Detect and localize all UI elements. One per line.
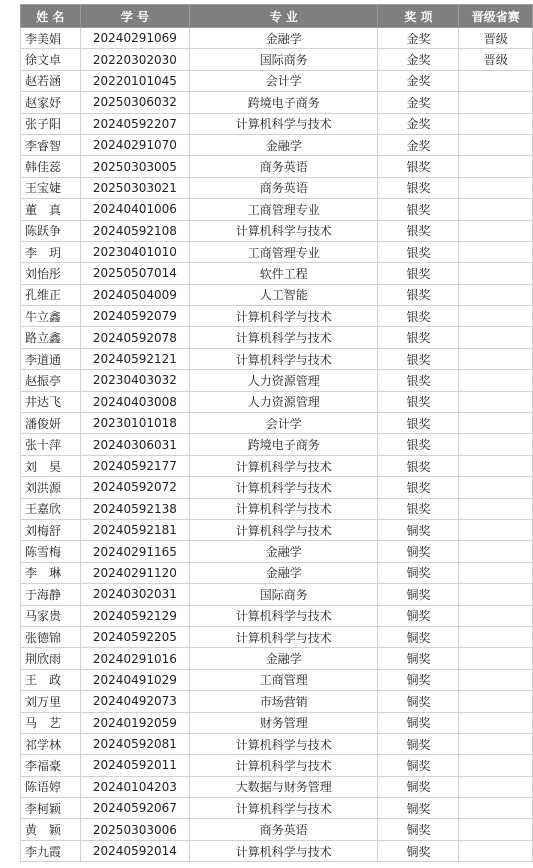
- cell-major: 商务英语: [190, 819, 378, 840]
- cell-provincial: [459, 306, 533, 327]
- cell-provincial: [459, 562, 533, 583]
- cell-student-id: 20240192059: [80, 712, 190, 733]
- table-row: [21, 541, 533, 562]
- cell-award: 金奖: [378, 113, 459, 134]
- cell-major: 金融学: [190, 541, 378, 562]
- cell-student-id: 20240403008: [80, 391, 190, 412]
- cell-name: 潘俊妍: [21, 413, 81, 434]
- cell-award: 铜奖: [378, 562, 459, 583]
- cell-provincial: [459, 391, 533, 412]
- table-row: [21, 92, 533, 113]
- cell-student-id: 20240592207: [80, 113, 190, 134]
- table-row: [21, 712, 533, 733]
- cell-award: 银奖: [378, 241, 459, 262]
- cell-major: 人力资源管理: [190, 370, 378, 391]
- cell-student-id: 20240592079: [80, 306, 190, 327]
- cell-name: 孔维正: [21, 284, 81, 305]
- cell-provincial: [459, 712, 533, 733]
- table-row: [21, 519, 533, 540]
- header-name: 姓 名: [21, 5, 81, 28]
- cell-student-id: 20250303006: [80, 819, 190, 840]
- cell-award: 银奖: [378, 327, 459, 348]
- table-row: [21, 755, 533, 776]
- cell-award: 金奖: [378, 28, 459, 49]
- table-row: [21, 134, 533, 155]
- cell-major: 计算机科学与技术: [190, 798, 378, 819]
- cell-major: 软件工程: [190, 263, 378, 284]
- cell-student-id: 20240104203: [80, 776, 190, 797]
- cell-award: 银奖: [378, 477, 459, 498]
- cell-name: 董 真: [21, 199, 81, 220]
- cell-major: 计算机科学与技术: [190, 477, 378, 498]
- header-provincial: 晋级省赛: [459, 5, 533, 28]
- cell-student-id: 20240592121: [80, 348, 190, 369]
- cell-name: 李福豪: [21, 755, 81, 776]
- cell-student-id: 20240592138: [80, 498, 190, 519]
- cell-award: 金奖: [378, 70, 459, 91]
- table-row: [21, 477, 533, 498]
- cell-award: 铜奖: [378, 733, 459, 754]
- cell-provincial: [459, 776, 533, 797]
- table-row: [21, 370, 533, 391]
- cell-provincial: [459, 477, 533, 498]
- cell-name: 牛立鑫: [21, 306, 81, 327]
- cell-award: 银奖: [378, 455, 459, 476]
- cell-student-id: 20240592108: [80, 220, 190, 241]
- cell-student-id: 20240291069: [80, 28, 190, 49]
- cell-provincial: [459, 241, 533, 262]
- table-row: [21, 156, 533, 177]
- cell-award: 银奖: [378, 199, 459, 220]
- table-row: [21, 49, 533, 70]
- cell-major: 计算机科学与技术: [190, 626, 378, 647]
- cell-student-id: 20220302030: [80, 49, 190, 70]
- cell-provincial: [459, 669, 533, 690]
- cell-provincial: [459, 584, 533, 605]
- cell-name: 刘梅舒: [21, 519, 81, 540]
- cell-student-id: 20250303005: [80, 156, 190, 177]
- cell-award: 铜奖: [378, 755, 459, 776]
- cell-major: 计算机科学与技术: [190, 327, 378, 348]
- table-row: [21, 391, 533, 412]
- table-row: [21, 220, 533, 241]
- cell-name: 韩佳蕊: [21, 156, 81, 177]
- table-row: [21, 263, 533, 284]
- cell-provincial: 晋级: [459, 49, 533, 70]
- cell-award: 铜奖: [378, 712, 459, 733]
- table-row: [21, 584, 533, 605]
- cell-name: 路立鑫: [21, 327, 81, 348]
- cell-student-id: 20240592011: [80, 755, 190, 776]
- cell-major: 计算机科学与技术: [190, 306, 378, 327]
- cell-provincial: [459, 134, 533, 155]
- cell-award: 银奖: [378, 391, 459, 412]
- cell-major: 国际商务: [190, 49, 378, 70]
- cell-award: 银奖: [378, 498, 459, 519]
- cell-provincial: [459, 327, 533, 348]
- cell-award: 铜奖: [378, 626, 459, 647]
- cell-award: 铜奖: [378, 648, 459, 669]
- table-row: [21, 306, 533, 327]
- cell-student-id: 20240504009: [80, 284, 190, 305]
- cell-award: 铜奖: [378, 819, 459, 840]
- table-body: [21, 28, 533, 862]
- cell-major: 计算机科学与技术: [190, 519, 378, 540]
- cell-provincial: [459, 156, 533, 177]
- cell-major: 计算机科学与技术: [190, 755, 378, 776]
- cell-name: 陈跃争: [21, 220, 81, 241]
- header-award: 奖 项: [378, 5, 459, 28]
- cell-provincial: [459, 605, 533, 626]
- cell-student-id: 20240592205: [80, 626, 190, 647]
- cell-major: 金融学: [190, 562, 378, 583]
- cell-award: 铜奖: [378, 584, 459, 605]
- table-row: [21, 776, 533, 797]
- cell-provincial: [459, 113, 533, 134]
- cell-name: 祁学林: [21, 733, 81, 754]
- table-header: [21, 5, 533, 28]
- cell-name: 王宝婕: [21, 177, 81, 198]
- cell-name: 刘洪源: [21, 477, 81, 498]
- cell-student-id: 20240291070: [80, 134, 190, 155]
- cell-major: 计算机科学与技术: [190, 455, 378, 476]
- cell-award: 银奖: [378, 263, 459, 284]
- cell-student-id: 20240291120: [80, 562, 190, 583]
- cell-provincial: [459, 177, 533, 198]
- cell-provincial: [459, 819, 533, 840]
- cell-award: 铜奖: [378, 776, 459, 797]
- cell-name: 王 政: [21, 669, 81, 690]
- table-row: [21, 113, 533, 134]
- cell-name: 徐文卓: [21, 49, 81, 70]
- cell-provincial: [459, 455, 533, 476]
- cell-provincial: [459, 541, 533, 562]
- cell-provincial: [459, 519, 533, 540]
- cell-major: 人工智能: [190, 284, 378, 305]
- cell-student-id: 20240401006: [80, 199, 190, 220]
- cell-award: 铜奖: [378, 691, 459, 712]
- cell-student-id: 20240592067: [80, 798, 190, 819]
- cell-provincial: [459, 691, 533, 712]
- award-table: [20, 4, 533, 862]
- cell-student-id: 20240306031: [80, 434, 190, 455]
- table-row: [21, 434, 533, 455]
- cell-name: 赵家妤: [21, 92, 81, 113]
- table-row: [21, 733, 533, 754]
- cell-name: 陈语婷: [21, 776, 81, 797]
- table-row: [21, 669, 533, 690]
- cell-student-id: 20220101045: [80, 70, 190, 91]
- cell-major: 金融学: [190, 28, 378, 49]
- table-row: [21, 348, 533, 369]
- cell-provincial: [459, 755, 533, 776]
- cell-award: 铜奖: [378, 605, 459, 626]
- cell-provincial: [459, 733, 533, 754]
- cell-award: 金奖: [378, 92, 459, 113]
- cell-major: 金融学: [190, 134, 378, 155]
- cell-student-id: 20240491029: [80, 669, 190, 690]
- cell-name: 刘万里: [21, 691, 81, 712]
- cell-name: 王嘉欣: [21, 498, 81, 519]
- cell-student-id: 20230403032: [80, 370, 190, 391]
- cell-award: 银奖: [378, 177, 459, 198]
- cell-major: 跨境电子商务: [190, 434, 378, 455]
- cell-award: 金奖: [378, 49, 459, 70]
- cell-student-id: 20240492073: [80, 691, 190, 712]
- header-student-id: 学 号: [80, 5, 190, 28]
- cell-major: 会计学: [190, 413, 378, 434]
- cell-provincial: [459, 498, 533, 519]
- table-row: [21, 691, 533, 712]
- cell-name: 赵若涵: [21, 70, 81, 91]
- cell-student-id: 20240592072: [80, 477, 190, 498]
- table-row: [21, 455, 533, 476]
- cell-provincial: [459, 348, 533, 369]
- cell-major: 计算机科学与技术: [190, 733, 378, 754]
- cell-provincial: [459, 263, 533, 284]
- cell-award: 银奖: [378, 370, 459, 391]
- cell-name: 陈雪梅: [21, 541, 81, 562]
- cell-major: 会计学: [190, 70, 378, 91]
- cell-name: 李美娟: [21, 28, 81, 49]
- cell-name: 马家贵: [21, 605, 81, 626]
- table-row: [21, 626, 533, 647]
- cell-award: 银奖: [378, 156, 459, 177]
- cell-major: 工商管理: [190, 669, 378, 690]
- cell-name: 李 玥: [21, 241, 81, 262]
- cell-major: 商务英语: [190, 156, 378, 177]
- table-row: [21, 284, 533, 305]
- cell-award: 铜奖: [378, 519, 459, 540]
- cell-award: 银奖: [378, 220, 459, 241]
- table-row: [21, 819, 533, 840]
- cell-major: 市场营销: [190, 691, 378, 712]
- cell-award: 铜奖: [378, 669, 459, 690]
- cell-provincial: [459, 70, 533, 91]
- table-row: [21, 327, 533, 348]
- cell-student-id: 20240302031: [80, 584, 190, 605]
- cell-award: 金奖: [378, 134, 459, 155]
- cell-major: 人力资源管理: [190, 391, 378, 412]
- cell-name: 马 艺: [21, 712, 81, 733]
- header-major: 专 业: [190, 5, 378, 28]
- cell-name: 黄 颖: [21, 819, 81, 840]
- cell-name: 张十萍: [21, 434, 81, 455]
- cell-major: 财务管理: [190, 712, 378, 733]
- cell-award: 铜奖: [378, 541, 459, 562]
- cell-name: 李柯颖: [21, 798, 81, 819]
- cell-major: 计算机科学与技术: [190, 498, 378, 519]
- cell-major: 金融学: [190, 648, 378, 669]
- cell-major: 计算机科学与技术: [190, 840, 378, 861]
- cell-student-id: 20240592181: [80, 519, 190, 540]
- cell-major: 工商管理专业: [190, 199, 378, 220]
- cell-name: 张德锦: [21, 626, 81, 647]
- cell-student-id: 20250507014: [80, 263, 190, 284]
- cell-student-id: 20240592014: [80, 840, 190, 861]
- cell-student-id: 20240592078: [80, 327, 190, 348]
- cell-name: 刘怡彤: [21, 263, 81, 284]
- cell-provincial: 晋级: [459, 28, 533, 49]
- table-row: [21, 177, 533, 198]
- cell-student-id: 20240592177: [80, 455, 190, 476]
- cell-provincial: [459, 413, 533, 434]
- cell-name: 李睿智: [21, 134, 81, 155]
- cell-award: 银奖: [378, 434, 459, 455]
- table-row: [21, 605, 533, 626]
- cell-name: 井达飞: [21, 391, 81, 412]
- cell-name: 张子阳: [21, 113, 81, 134]
- cell-student-id: 20240592081: [80, 733, 190, 754]
- cell-major: 计算机科学与技术: [190, 348, 378, 369]
- cell-award: 银奖: [378, 413, 459, 434]
- cell-name: 李九霞: [21, 840, 81, 861]
- cell-provincial: [459, 220, 533, 241]
- cell-name: 于海静: [21, 584, 81, 605]
- cell-student-id: 20230401010: [80, 241, 190, 262]
- cell-provincial: [459, 284, 533, 305]
- table-row: [21, 562, 533, 583]
- cell-major: 商务英语: [190, 177, 378, 198]
- table-row: [21, 648, 533, 669]
- cell-provincial: [459, 648, 533, 669]
- cell-award: 银奖: [378, 284, 459, 305]
- cell-award: 铜奖: [378, 798, 459, 819]
- table-row: [21, 498, 533, 519]
- cell-major: 国际商务: [190, 584, 378, 605]
- cell-provincial: [459, 370, 533, 391]
- cell-provincial: [459, 840, 533, 861]
- cell-name: 李 琳: [21, 562, 81, 583]
- cell-major: 计算机科学与技术: [190, 220, 378, 241]
- table-row: [21, 28, 533, 49]
- cell-student-id: 20240291016: [80, 648, 190, 669]
- cell-award: 银奖: [378, 348, 459, 369]
- cell-major: 计算机科学与技术: [190, 605, 378, 626]
- cell-provincial: [459, 92, 533, 113]
- cell-student-id: 20240291165: [80, 541, 190, 562]
- table-row: [21, 199, 533, 220]
- cell-name: 荆欣雨: [21, 648, 81, 669]
- cell-name: 刘 昊: [21, 455, 81, 476]
- cell-student-id: 20250306032: [80, 92, 190, 113]
- header-row: [21, 5, 533, 28]
- cell-student-id: 20250303021: [80, 177, 190, 198]
- cell-major: 计算机科学与技术: [190, 113, 378, 134]
- cell-provincial: [459, 798, 533, 819]
- cell-student-id: 20240592129: [80, 605, 190, 626]
- table-row: [21, 840, 533, 861]
- cell-major: 跨境电子商务: [190, 92, 378, 113]
- table-row: [21, 241, 533, 262]
- table-row: [21, 413, 533, 434]
- cell-major: 大数据与财务管理: [190, 776, 378, 797]
- table-row: [21, 798, 533, 819]
- cell-award: 铜奖: [378, 840, 459, 861]
- cell-award: 银奖: [378, 306, 459, 327]
- cell-name: 赵振亭: [21, 370, 81, 391]
- cell-name: 李道通: [21, 348, 81, 369]
- cell-student-id: 20230101018: [80, 413, 190, 434]
- cell-provincial: [459, 199, 533, 220]
- cell-provincial: [459, 434, 533, 455]
- cell-provincial: [459, 626, 533, 647]
- table-row: [21, 70, 533, 91]
- cell-major: 工商管理专业: [190, 241, 378, 262]
